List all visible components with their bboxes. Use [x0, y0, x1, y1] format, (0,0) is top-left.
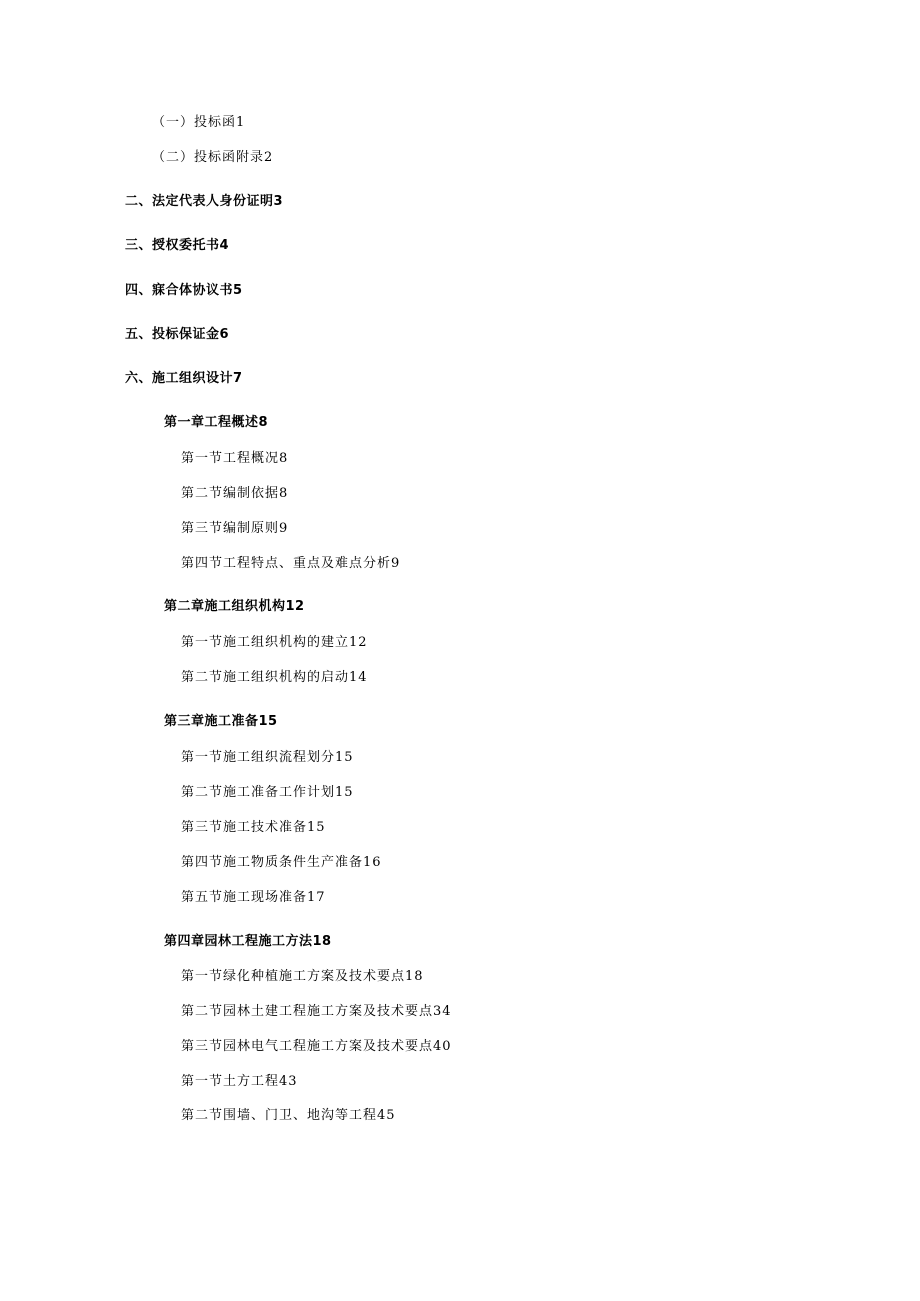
toc-section-earthwork[interactable]: 第一节土方工程43 [181, 1074, 298, 1089]
toc-section-3-3[interactable]: 第三节施工技术准备15 [181, 820, 326, 835]
toc-section-1-2[interactable]: 第二节编制依据8 [181, 486, 289, 501]
toc-section-walls-gate-trench[interactable]: 第二节围墙、门卫、地沟等工程45 [181, 1108, 396, 1123]
toc-section-3-5[interactable]: 第五节施工现场准备17 [181, 890, 326, 905]
toc-section-1-4[interactable]: 第四节工程特点、重点及难点分析9 [181, 556, 401, 571]
toc-section-2-2[interactable]: 第二节施工组织机构的启动14 [181, 670, 368, 685]
toc-section-4-3[interactable]: 第三节园林电气工程施工方案及技术要点40 [181, 1039, 452, 1054]
toc-section-4-1[interactable]: 第一节绿化种植施工方案及技术要点18 [181, 969, 424, 984]
toc-entry-consortium-agreement[interactable]: 四、寐合体协议书5 [125, 283, 243, 298]
toc-entry-bid-bond[interactable]: 五、投标保证金6 [125, 327, 230, 342]
toc-section-1-3[interactable]: 第三节编制原则9 [181, 521, 289, 536]
toc-chapter-2[interactable]: 第二章施工组织机构12 [164, 599, 305, 614]
toc-chapter-1[interactable]: 第一章工程概述8 [164, 415, 269, 430]
toc-section-3-2[interactable]: 第二节施工准备工作计划15 [181, 785, 354, 800]
toc-entry-construction-org-design[interactable]: 六、施工组织设计7 [125, 371, 243, 386]
toc-chapter-3[interactable]: 第三章施工准备15 [164, 714, 278, 729]
toc-entry-power-of-attorney[interactable]: 三、授权委托书4 [125, 238, 230, 253]
toc-section-2-1[interactable]: 第一节施工组织机构的建立12 [181, 635, 368, 650]
toc-section-4-2[interactable]: 第二节园林土建工程施工方案及技术要点34 [181, 1004, 452, 1019]
toc-section-3-4[interactable]: 第四节施工物质条件生产准备16 [181, 855, 382, 870]
toc-chapter-4[interactable]: 第四章园林工程施工方法18 [164, 934, 332, 949]
toc-entry-tender-appendix[interactable]: （二）投标函附录2 [152, 150, 274, 165]
toc-section-3-1[interactable]: 第一节施工组织流程划分15 [181, 750, 354, 765]
toc-entry-legal-rep-id[interactable]: 二、法定代表人身份证明3 [125, 194, 284, 209]
toc-section-1-1[interactable]: 第一节工程概况8 [181, 451, 289, 466]
toc-entry-tender-letter[interactable]: （一）投标函1 [152, 115, 246, 130]
